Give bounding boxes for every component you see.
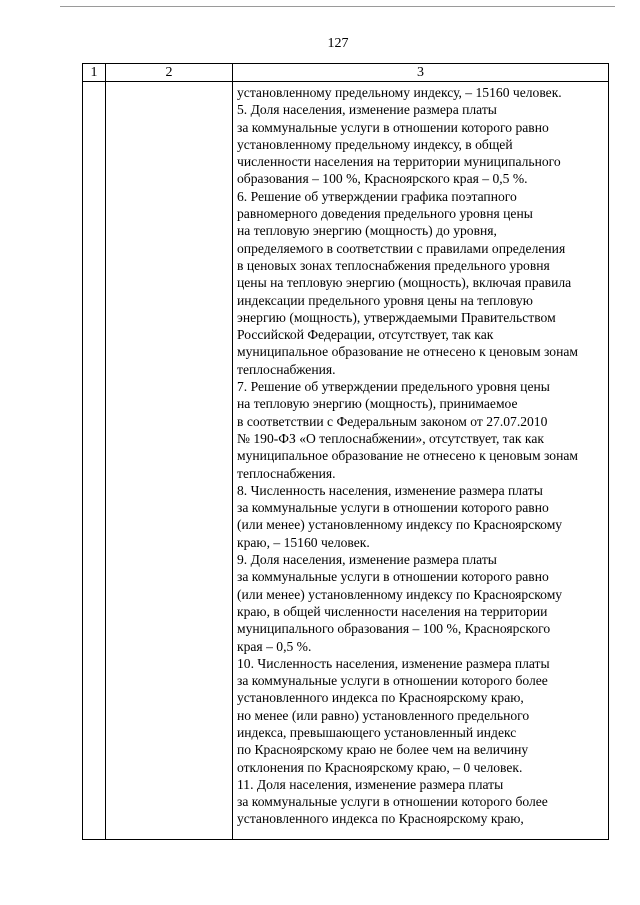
header-col-2: 2 bbox=[106, 64, 233, 82]
text-line: 8. Численность населения, изменение размера платы bbox=[237, 482, 543, 498]
header-col-3: 3 bbox=[233, 64, 609, 82]
text-line: 10. Численность населения, изменение размера платы bbox=[237, 655, 550, 671]
text-line: образования – 100 %, Красноярского края – 0,5 %. bbox=[237, 171, 528, 187]
text-line: 7. Решение об утверждении предельного уровня цены bbox=[237, 379, 550, 395]
text-line: 6. Решение об утверждении графика поэтапного bbox=[237, 188, 517, 204]
page-number: 127 bbox=[327, 36, 349, 51]
text-line: за коммунальные услуги в отношении которого более bbox=[237, 794, 548, 810]
text-line: 11. Доля населения, изменение размера платы bbox=[237, 776, 504, 792]
text-line: индексации предельного уровня цены на тепловую bbox=[237, 292, 533, 308]
table-header-row bbox=[83, 64, 609, 82]
text-line: индекса, превышающего установленный индекс bbox=[237, 724, 517, 740]
text-line: 5. Доля населения, изменение размера платы bbox=[237, 102, 497, 118]
text-line: установленному предельному индексу, в общей bbox=[237, 136, 513, 152]
text-line: краю, – 15160 человек. bbox=[237, 534, 370, 550]
table-row bbox=[83, 82, 609, 840]
cell-col-3 bbox=[233, 82, 609, 840]
text-line: численности населения на территории муниципального bbox=[237, 154, 561, 170]
text-line: за коммунальные услуги в отношении которого более bbox=[237, 673, 548, 689]
text-line: муниципальное образование не отнесено к ценовым зонам bbox=[237, 344, 579, 360]
text-line: но менее (или равно) установленного предельного bbox=[237, 707, 530, 723]
text-line: 9. Доля населения, изменение размера платы bbox=[237, 552, 497, 568]
text-line: муниципального образования – 100 %, Красноярского bbox=[237, 621, 551, 637]
text-line: теплоснабжения. bbox=[237, 361, 336, 377]
text-line: краю, в общей численности населения на территории bbox=[237, 603, 548, 619]
text-line: № 190-ФЗ «О теплоснабжении», отсутствует, так как bbox=[237, 430, 544, 446]
text-line: на тепловую энергию (мощность), принимаемое bbox=[237, 396, 518, 412]
text-line: энергию (мощность), утверждаемыми Правительством bbox=[237, 309, 556, 325]
text-line: на тепловую энергию (мощность) до уровня, bbox=[237, 223, 497, 239]
text-line: цены на тепловую энергию (мощность), включая правила bbox=[237, 275, 572, 291]
text-line: установленного индекса по Красноярскому краю, bbox=[237, 690, 524, 706]
text-line: в соответствии с Федеральным законом от 27.07.2010 bbox=[237, 413, 548, 429]
header-col-1: 1 bbox=[83, 64, 106, 82]
cell-col-2 bbox=[106, 82, 233, 840]
text-line: за коммунальные услуги в отношении которого равно bbox=[237, 500, 549, 516]
text-line: в ценовых зонах теплоснабжения предельного уровня bbox=[237, 257, 550, 273]
text-line: Российской Федерации, отсутствует, так как bbox=[237, 327, 494, 343]
text-line: по Красноярскому краю не более чем на величину bbox=[237, 742, 529, 758]
text-line: за коммунальные услуги в отношении которого равно bbox=[237, 569, 549, 585]
text-line: установленного индекса по Красноярскому краю, bbox=[237, 811, 524, 827]
text-line: за коммунальные услуги в отношении которого равно bbox=[237, 119, 549, 135]
text-line: равномерного доведения предельного уровня цены bbox=[237, 206, 533, 222]
document-table bbox=[82, 63, 609, 840]
cell-text-block bbox=[233, 82, 608, 828]
text-line: определяемого в соответствии с правилами определения bbox=[237, 240, 566, 256]
text-line: отклонения по Красноярскому краю, – 0 человек. bbox=[237, 759, 523, 775]
text-line: установленному предельному индексу, – 15160 человек. bbox=[237, 85, 562, 100]
top-rule bbox=[60, 6, 615, 7]
text-line: (или менее) установленному индексу по Красноярскому bbox=[237, 517, 563, 533]
text-line: теплоснабжения. bbox=[237, 465, 336, 481]
text-line: (или менее) установленному индексу по Красноярскому bbox=[237, 586, 563, 602]
text-line: края – 0,5 %. bbox=[237, 638, 312, 654]
cell-col-1 bbox=[83, 82, 106, 840]
text-line: муниципальное образование не отнесено к ценовым зонам bbox=[237, 448, 579, 464]
